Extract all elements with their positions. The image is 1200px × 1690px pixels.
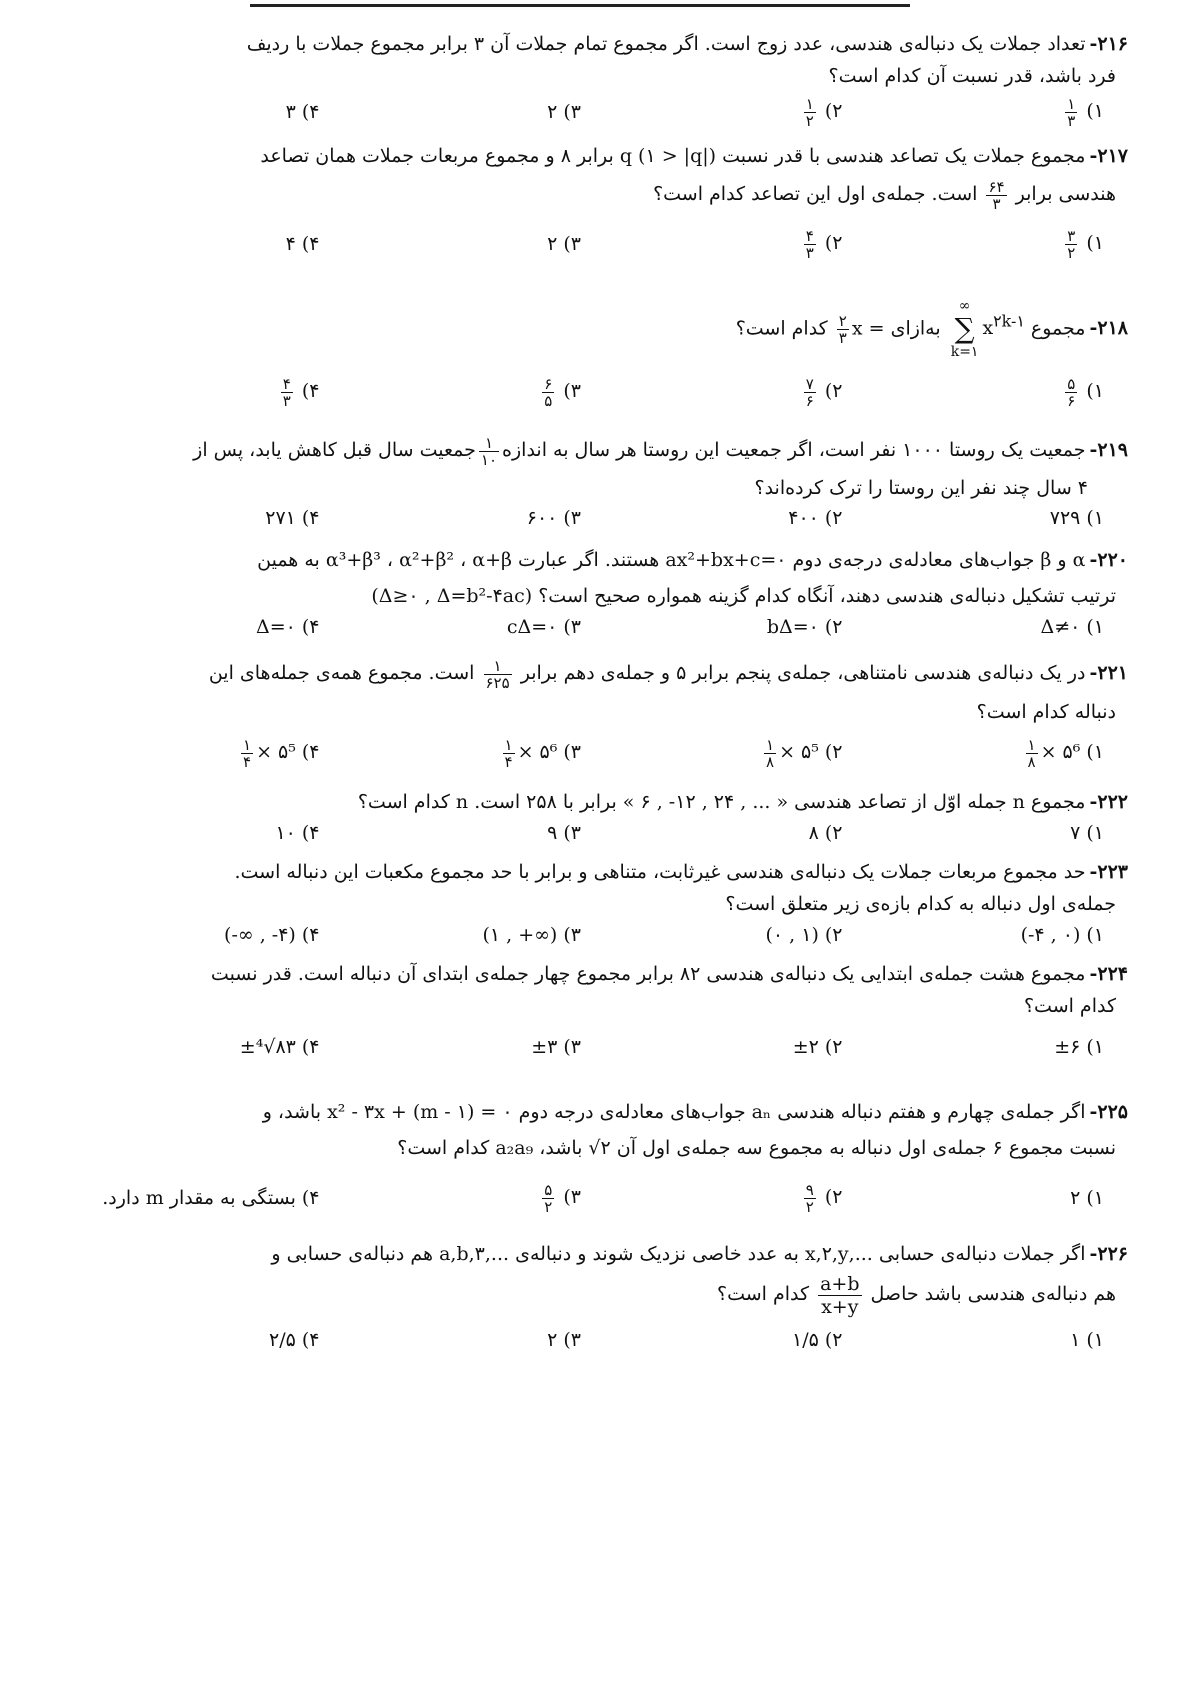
option-4[interactable]: ۴)۴ <box>285 233 320 255</box>
question-text: تعداد جملات یک دنباله‌ی هندسی، عدد زوج است. اگر مجموع تمام جملات آن ۳ برابر مجموع جملات با ردیف <box>246 33 1086 55</box>
option-2[interactable]: ۲)۱/۵ <box>792 1329 843 1351</box>
option-3[interactable]: ۳)۲ <box>547 233 581 255</box>
option-2[interactable]: ۲) $\frac{۴}{۳}$ <box>805 226 843 262</box>
question-text: مجموع جملات یک تصاعد هندسی با قدر نسبت q (۱ > |q|) برابر ۸ و مجموع مربعات جملات همان تصاعد <box>260 145 1086 167</box>
option-3[interactable]: ۳)cΔ=۰ <box>506 616 581 638</box>
option-1[interactable]: ۱) $\frac{۵}{۶}$ <box>1067 374 1104 410</box>
option-1[interactable]: ۱)۲ <box>1070 1187 1104 1209</box>
question-text: هندسی برابر <box>1015 183 1116 205</box>
option-2[interactable]: ۲)۸ <box>808 822 843 844</box>
options-row <box>82 1166 1128 1230</box>
fraction: $\frac{۱}{۳}$ <box>1067 94 1076 130</box>
option-1[interactable]: ۱)Δ≠۰ <box>1040 616 1104 638</box>
option-1[interactable]: ۱) $\frac{۳}{۲}$ <box>1067 226 1104 262</box>
question-number: ۲۲۴- <box>1089 963 1128 985</box>
fraction: $\frac{۱}{۴}$ <box>504 735 513 771</box>
fraction: $\frac{۵}{۲}$ <box>544 1180 553 1216</box>
option-2[interactable]: ۲) $\frac{۱}{۸}$ × ۵⁵ <box>766 735 843 771</box>
question-text: در یک دنباله‌ی هندسی نامتناهی، جمله‌ی پنجم برابر ۵ و جمله‌ی دهم برابر <box>520 662 1086 684</box>
option-3[interactable]: ۳)۲ <box>547 1329 581 1351</box>
question-221 <box>82 650 1128 778</box>
option-2[interactable]: ۲) $\frac{۱}{۲}$ <box>805 94 843 130</box>
options-row <box>82 920 1128 950</box>
option-3[interactable]: ۳)±۳ <box>531 1036 581 1058</box>
option-4[interactable]: ۴)۲۷۱ <box>265 507 320 529</box>
question-text: است. مجموع همه‌ی جمله‌های این <box>208 662 475 684</box>
fraction: $\frac{a+b}{x+y}$ <box>820 1272 860 1318</box>
question-text: اگر جملات دنباله‌ی حسابی ...,x,۲,y به عدد خاصی نزدیک شوند و دنباله‌ی ...,۳,a,b هم دنباله‌ی حسابی و <box>271 1243 1086 1265</box>
option-2[interactable]: ۲)۴۰۰ <box>788 507 843 529</box>
options-row <box>82 504 1128 532</box>
question-text: جمعیت سال قبل کاهش یابد، پس از <box>193 439 476 461</box>
question-text: α و β جواب‌های معادله‌ی درجه‌ی دوم ax²+bx+c=۰ هستند. اگر عبارت α³+β³ ، α²+β² ، α+β به همین <box>257 549 1086 571</box>
option-1[interactable]: ۱)±۶ <box>1054 1036 1104 1058</box>
question-text: مجموع هشت جمله‌ی ابتدایی یک دنباله‌ی هندسی ۸۲ برابر مجموع چهار جمله‌ی ابتدای آن دنباله است. قدر نسبت <box>210 963 1086 985</box>
question-number: ۲۱۹- <box>1089 439 1128 461</box>
question-text: دنباله کدام است؟ <box>976 701 1116 723</box>
option-4[interactable]: ۴)۲/۵ <box>269 1329 320 1351</box>
fraction: $\frac{۵}{۶}$ <box>1067 374 1076 410</box>
question-text: ۴ سال چند نفر این روستا را ترک کرده‌اند؟ <box>754 477 1088 499</box>
option-4[interactable]: ۴) $\frac{۱}{۴}$ × ۵⁵ <box>243 735 320 771</box>
sum-symbol: ∞ ∑ k=۱ <box>950 298 979 361</box>
question-224 <box>82 958 1128 1072</box>
option-4[interactable]: ۴)Δ=۰ <box>256 616 320 638</box>
options-row <box>82 1022 1128 1072</box>
question-text: جمعیت یک روستا ۱۰۰۰ نفر است، اگر جمعیت این روستا هر سال به اندازه <box>502 439 1086 461</box>
options-row <box>82 612 1128 642</box>
question-225 <box>82 1094 1128 1230</box>
question-226 <box>82 1238 1128 1362</box>
option-1[interactable]: ۱)۷ <box>1070 822 1104 844</box>
fraction: $\frac{۶}{۵}$ <box>544 374 553 410</box>
option-3[interactable]: ۳)۲ <box>547 101 581 123</box>
option-2[interactable]: ۲)(۰ , ۱) <box>765 924 843 946</box>
option-4[interactable]: ۴) $\frac{۴}{۳}$ <box>282 374 320 410</box>
question-223 <box>82 856 1128 950</box>
fraction: $\frac{۴}{۳}$ <box>805 226 814 262</box>
question-number: ۲۲۳- <box>1089 861 1128 883</box>
question-text: ترتیب تشکیل دنباله‌ی هندسی دهند، آنگاه کدام گزینه همواره صحیح است؟ (Δ≥۰ , Δ=b²-۴ac) <box>371 585 1116 607</box>
option-4[interactable]: ۴)بستگی به مقدار m دارد. <box>102 1187 320 1209</box>
option-1[interactable]: ۱) $\frac{۱}{۳}$ <box>1067 94 1104 130</box>
top-rule <box>250 4 910 7</box>
fraction: $\frac{۲}{۳}$ <box>838 311 847 347</box>
fraction: $\frac{۱}{۶۲۵}$ <box>485 656 510 692</box>
option-3[interactable]: ۳)(۱ , +∞) <box>482 924 581 946</box>
option-3[interactable]: ۳)۹ <box>547 822 581 844</box>
question-text: نسبت مجموع ۶ جمله‌ی اول دنباله به مجموع سه جمله‌ی اول آن ۲√ باشد، a₂a₉ کدام است؟ <box>397 1137 1116 1159</box>
question-219 <box>82 428 1128 532</box>
question-text: است. جمله‌ی اول این تصاعد کدام است؟ <box>653 183 978 205</box>
question-text: هم دنباله‌ی هندسی باشد حاصل <box>870 1283 1116 1305</box>
option-1[interactable]: ۱)۱ <box>1070 1329 1104 1351</box>
question-text: کدام است؟ <box>1023 995 1116 1017</box>
question-number: ۲۱۷- <box>1089 145 1128 167</box>
options-row <box>82 364 1128 420</box>
fraction: $\frac{۱}{۱۰}$ <box>480 433 498 469</box>
question-text: به‌ازای <box>890 317 941 340</box>
question-text: کدام است؟ <box>735 317 828 340</box>
fraction: $\frac{۶۴}{۳}$ <box>988 177 1005 213</box>
question-number: ۲۲۶- <box>1089 1243 1128 1265</box>
question-number: ۲۱۸- <box>1089 317 1128 340</box>
fraction: $\frac{۱}{۸}$ <box>766 735 775 771</box>
question-number: ۲۲۲- <box>1089 791 1128 813</box>
series-expression: ∞ ∑ k=۱ $x^{۲k-۱}$ <box>950 298 1025 361</box>
option-2[interactable]: ۲) $\frac{۹}{۲}$ <box>805 1180 843 1216</box>
question-218: ۲۱۸-مجموع ∞ ∑ k=۱ $x^{۲k-۱}$ به‌ازای x = $\frac{۲}{۳}$ کدام است؟ ۱) $\frac{۵}{۶}$ ۲) $\frac{۷}{۶}$ ۳) $\frac{۶}{۵}$ ۴) $\frac{۴}{۳}$ <box>82 280 1128 420</box>
fraction: $\frac{۷}{۶}$ <box>805 374 814 410</box>
question-number: ۲۲۰- <box>1089 549 1128 571</box>
fraction: $\frac{۴}{۳}$ <box>282 374 291 410</box>
options-row <box>82 216 1128 272</box>
option-1[interactable]: ۱) $\frac{۱}{۸}$ × ۵⁶ <box>1027 735 1104 771</box>
question-text: حد مجموع مربعات جملات یک دنباله‌ی هندسی غیرثابت، متناهی و برابر با حد مجموع مکعبات این دنباله است. <box>234 861 1086 883</box>
option-3[interactable]: ۳) $\frac{۱}{۴}$ × ۵⁶ <box>504 735 581 771</box>
question-217 <box>82 140 1128 272</box>
question-text: جمله‌ی اول دنباله به کدام بازه‌ی زیر متعلق است؟ <box>725 893 1116 915</box>
fraction: $\frac{۱}{۸}$ <box>1027 735 1036 771</box>
option-2[interactable]: ۲)±۲ <box>792 1036 843 1058</box>
option-2[interactable]: ۲) $\frac{۷}{۶}$ <box>805 374 843 410</box>
question-216 <box>82 28 1128 132</box>
option-2[interactable]: ۲)bΔ=۰ <box>766 616 843 638</box>
options-row <box>82 728 1128 778</box>
option-4[interactable]: ۴)۱۰ <box>275 822 320 844</box>
question-222 <box>82 786 1128 848</box>
question-text: مجموع n جمله اوّل از تصاعد هندسی « ... , ۲۴ , ۱۲- , ۶ » برابر با ۲۵۸ است. n کدام است؟ <box>357 791 1086 813</box>
question-text: فرد باشد، قدر نسبت آن کدام است؟ <box>828 65 1116 87</box>
option-3[interactable]: ۳)۶۰۰ <box>526 507 581 529</box>
fraction: $\frac{۹}{۲}$ <box>805 1180 814 1216</box>
question-text: کدام است؟ <box>716 1283 810 1305</box>
option-4[interactable]: ۴)(-∞ , -۴) <box>224 924 320 946</box>
options-row <box>82 1318 1128 1362</box>
option-3[interactable]: ۳) $\frac{۵}{۲}$ <box>544 1180 581 1216</box>
option-3[interactable]: ۳) $\frac{۶}{۵}$ <box>544 374 581 410</box>
fraction: $\frac{۳}{۲}$ <box>1067 226 1076 262</box>
option-4[interactable]: ۴)۳ <box>285 101 320 123</box>
option-1[interactable]: ۱)(-۴ , ۰) <box>1020 924 1104 946</box>
question-number: ۲۲۱- <box>1089 662 1128 684</box>
question-220 <box>82 540 1128 642</box>
question-text: مجموع <box>1030 317 1086 340</box>
fraction: $\frac{۱}{۲}$ <box>805 94 814 130</box>
option-4[interactable]: ۴)±⁴√۸۳ <box>239 1036 320 1058</box>
fraction: $\frac{۱}{۴}$ <box>243 735 252 771</box>
question-page <box>82 28 1128 1370</box>
question-text: اگر جمله‌ی چهارم و هفتم دنباله هندسی aₙ جواب‌های معادله‌ی درجه دوم x² - ۳x + (m - ۱) = ۰ باشد، و <box>262 1101 1086 1123</box>
question-number: ۲۲۵- <box>1089 1101 1128 1123</box>
question-number: ۲۱۶- <box>1089 33 1128 55</box>
option-1[interactable]: ۱)۷۲۹ <box>1049 507 1104 529</box>
options-row <box>82 818 1128 848</box>
options-row <box>82 92 1128 132</box>
